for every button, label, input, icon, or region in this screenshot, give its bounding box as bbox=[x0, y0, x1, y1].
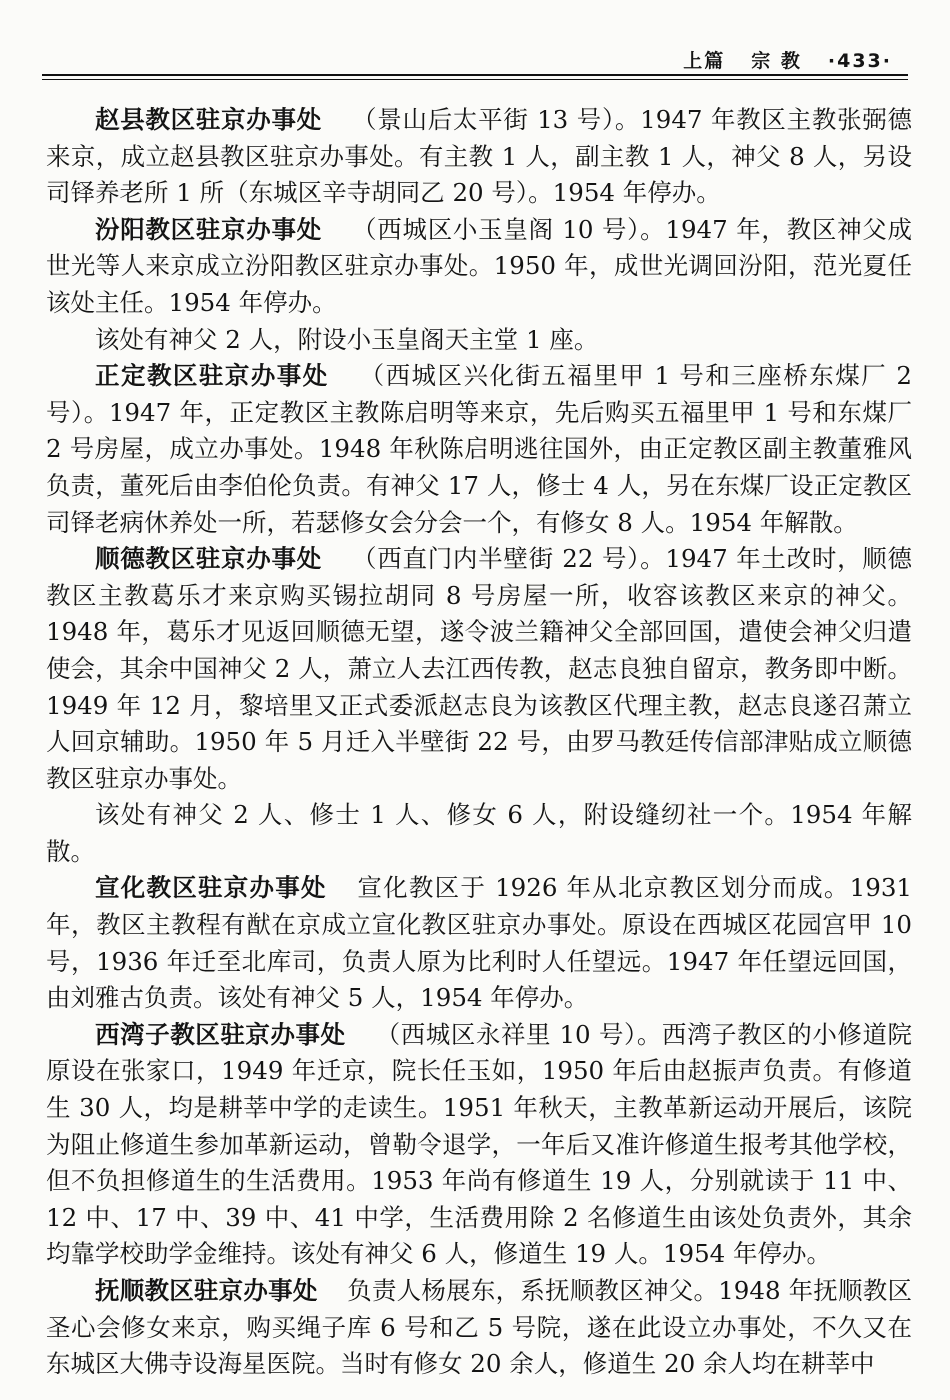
page-number: ·433· bbox=[827, 50, 892, 72]
entry-heading: 宣化教区驻京办事处 bbox=[95, 873, 327, 903]
paragraph-text: （西城区兴化街五福里甲 1 号和三座桥东煤厂 2 号）。1947 年，正定教区主教陈启明等来京，先后购买五福里甲 1 号和东煤厂 2 号房屋，成立办事处。1948 年秋陈启明逃往国外，由正定教区副主教董雅风负责，董死后由李伯伦负责。有神父 17 人，修士 4 人，另在东煤厂设正定教区司铎老病休养处一所，若瑟修女会分会一个，有修女 8 人。1954 年解散。 bbox=[46, 361, 913, 537]
paragraph bbox=[46, 797, 912, 870]
paragraph-text: （西城区小玉皇阁 10 号）。1947 年，教区神父成世光等人来京成立汾阳教区驻京办事处。1950 年，成世光调回汾阳，范光夏任该处主任。1954 年停办。 bbox=[46, 214, 913, 317]
entry-heading: 正定教区驻京办事处 bbox=[95, 361, 329, 391]
header-rule-thin bbox=[42, 79, 908, 80]
paragraph-text: （西城区永祥里 10 号）。西湾子教区的小修道院原设在张家口，1949 年迁京，院长任玉如，1950 年后由赵振声负责。有修道生 30 人，均是耕莘中学的走读生。1951 年秋天，主教革新运动开展后，该院为阻止修道生参加革新运动，曾勒令退学，一年后又准许修道生报考其他学校，但不负担修道生的生活费用。1953 年尚有修道生 19 人，分别就读于 11 中、12 中、17 中、39 中、41 中学，生活费用除 2 名修道生由该处负责外，其余均靠学校助学金维持。该处有神父 6 人，修道生 19 人。1954 年停办。 bbox=[46, 1019, 913, 1269]
paragraph bbox=[46, 870, 912, 1016]
entry-heading: 抚顺教区驻京办事处 bbox=[95, 1276, 318, 1305]
paragraph-text: 该处有神父 2 人，附设小玉皇阁天主堂 1 座。 bbox=[95, 324, 599, 354]
paragraph bbox=[46, 358, 912, 541]
paragraph-text: （景山后太平街 13 号）。1947 年教区主教张弼德来京，成立赵县教区驻京办事处。有主教 1 人，副主教 1 人，神父 8 人，另设司铎养老所 1 所（东城区辛寺胡同乙 20 号）。1954 年停办。 bbox=[46, 105, 913, 208]
paragraph bbox=[46, 1017, 912, 1273]
paragraph bbox=[46, 1273, 912, 1383]
paragraph bbox=[46, 212, 912, 322]
entry-heading: 西湾子教区驻京办事处 bbox=[95, 1019, 346, 1049]
header-rule-thick bbox=[42, 74, 908, 76]
paragraph bbox=[46, 541, 912, 797]
running-head bbox=[683, 46, 892, 73]
paragraph bbox=[46, 322, 912, 359]
paragraph bbox=[46, 102, 912, 212]
entry-heading: 汾阳教区驻京办事处 bbox=[95, 214, 322, 244]
header-section: 宗 教 bbox=[751, 50, 802, 72]
paragraph-text: 该处有神父 2 人、修士 1 人、修女 6 人，附设缝纫社一个。1954 年解散。 bbox=[46, 800, 912, 866]
body-text bbox=[46, 102, 912, 1383]
entry-heading: 顺德教区驻京办事处 bbox=[95, 544, 322, 574]
paragraph-text: （西直门内半壁街 22 号）。1947 年土改时，顺德教区主教葛乐才来京购买锡拉胡同 8 号房屋一所，收容该教区来京的神父。1948 年，葛乐才见返回顺德无望，遂令波兰籍神父全部回国，遣使会神父归遣使会，其余中国神父 2 人，萧立人去江西传教，赵志良独自留京，教务即中断。1949 年 12 月，黎培里又正式委派赵志良为该教区代理主教，赵志良遂召萧立人回京辅助。1950 年 5 月迁入半壁街 22 号，由罗马教廷传信部津贴成立顺德教区驻京办事处。 bbox=[46, 544, 913, 793]
paragraph-text: 负责人杨展东，系抚顺教区神父。1948 年抚顺教区圣心会修女来京，购买绳子库 6 号和乙 5 号院，遂在此设立办事处，不久又在东城区大佛寺设海星医院。当时有修女 20 余人，修道生 20 余人均在耕莘中 bbox=[46, 1276, 912, 1379]
entry-heading: 赵县教区驻京办事处 bbox=[95, 105, 322, 134]
header-part: 上篇 bbox=[683, 50, 726, 72]
paragraph-text: 宣化教区于 1926 年从北京教区划分而成。1931 年，教区主教程有猷在京成立宣化教区驻京办事处。原设在西城区花园宫甲 10 号，1936 年迁至北库司，负责人原为比利时人任望远。1947 年任望远回国，由刘雅古负责。该处有神父 5 人，1954 年停办。 bbox=[46, 873, 913, 1013]
